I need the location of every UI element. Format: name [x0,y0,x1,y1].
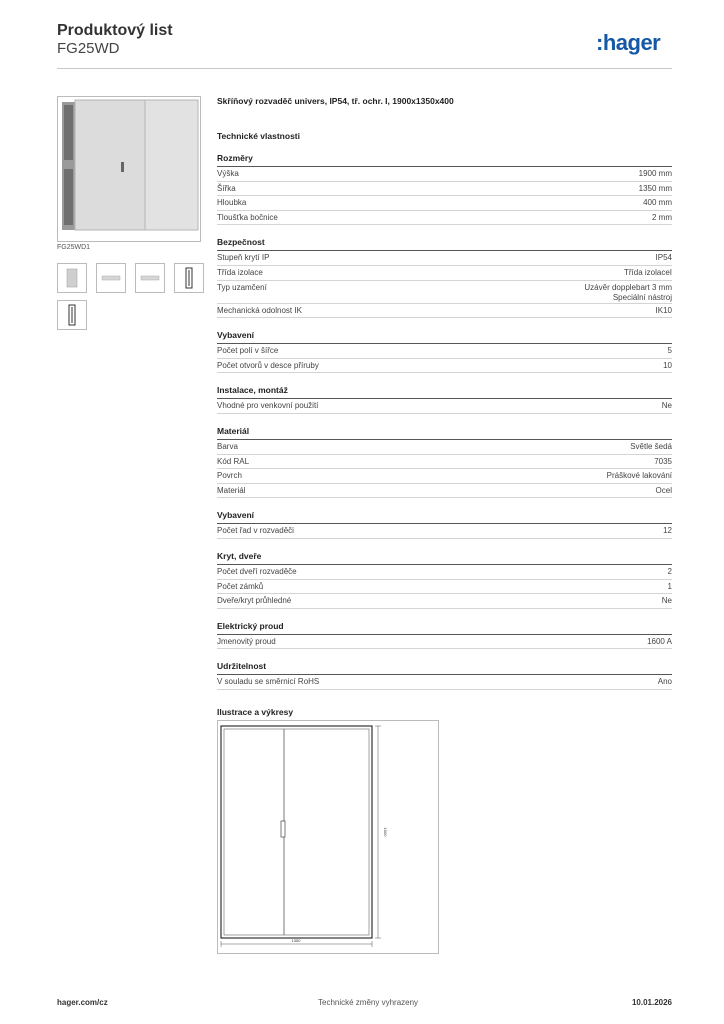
product-code: FG25WD [57,40,120,57]
section-title: Materiál [217,426,672,440]
spec-section [217,621,672,650]
spec-row [217,524,672,539]
spec-row [217,196,672,211]
spec-row [217,580,672,595]
spec-row [217,251,672,266]
spec-row [217,266,672,281]
spec-value: 1350 mm [638,183,672,193]
hager-logo: :hager [596,30,661,55]
spec-label: Povrch [217,471,242,481]
spec-section [217,551,672,609]
spec-value: Ne [661,596,672,606]
thumbnail-top[interactable] [96,263,126,293]
spec-row [217,182,672,197]
spec-section [217,661,672,690]
spec-label: Kód RAL [217,456,250,466]
spec-value: IK10 [655,305,672,315]
spec-value: Uzávěr dopplebart 3 mm Speciální nástroj [584,282,672,302]
page-title: Produktový list [57,22,173,39]
technical-drawing[interactable] [217,720,439,954]
spec-value: Práškové lakování [606,471,672,481]
section-title: Elektrický proud [217,621,672,635]
spec-label: Vhodné pro venkovní použití [217,401,319,411]
spec-value: 10 [663,360,672,370]
spec-row [217,469,672,484]
spec-label: Třída izolace [217,267,263,277]
spec-section [217,153,672,225]
section-title: Vybavení [217,510,672,524]
spec-section [217,426,672,498]
spec-section [217,330,672,373]
thumbnail-detail[interactable] [57,300,87,330]
footer-website[interactable]: hager.com/cz [57,998,108,1007]
spec-label: V souladu se směrnicí RoHS [217,677,320,687]
spec-row [217,675,672,690]
section-title: Bezpečnost [217,237,672,251]
spec-label: Tloušťka bočnice [217,212,278,222]
spec-row [217,344,672,359]
footer-note: Technické změny vyhrazeny [318,998,419,1007]
spec-content [217,92,672,717]
spec-label: Počet zámků [217,581,264,591]
image-caption: FG25WD1 [57,244,91,251]
section-title: Kryt, dveře [217,551,672,565]
spec-row [217,440,672,455]
spec-section [217,237,672,318]
thumbnail-side[interactable] [174,263,204,293]
spec-label: Stupeň krytí IP [217,253,270,263]
spec-row [217,594,672,609]
spec-label: Mechanická odolnost IK [217,305,302,315]
spec-value: 400 mm [643,198,672,208]
spec-label: Výška [217,169,239,178]
spec-section [217,510,672,539]
spec-value: Ne [661,401,672,411]
header-divider [57,68,672,69]
spec-row [217,565,672,580]
section-title: Udržitelnost [217,661,672,675]
product-title: Skříňový rozvaděč univers, IP54, tř. ochr. I, 1900x1350x400 [217,96,454,106]
section-title: Vybavení [217,330,672,344]
spec-row [217,399,672,414]
tech-heading: Technické vlastnosti [217,131,300,141]
spec-row [217,359,672,374]
spec-value: Světle šedá [630,441,672,451]
spec-label: Typ uzamčení [217,282,267,292]
section-title: Instalace, montáž [217,385,672,399]
spec-label: Dveře/kryt průhledné [217,596,292,606]
dim-width-label: 1350 [291,938,301,943]
spec-section [217,385,672,414]
product-image[interactable] [57,96,201,242]
spec-value: 12 [663,526,672,536]
illustration-heading: Ilustrace a výkresy [217,706,294,717]
spec-value: 2 [667,566,672,576]
spec-value: 1600 A [647,636,672,646]
spec-row [217,484,672,499]
spec-label: Počet otvorů v desce příruby [217,360,319,370]
thumbnail-bottom[interactable] [135,263,165,293]
spec-label: Jmenovitý proud [217,636,276,646]
spec-value: 1900 mm [638,169,672,178]
spec-row [217,281,672,304]
spec-row [217,455,672,470]
spec-row [217,167,672,182]
spec-label: Barva [217,441,238,451]
spec-label: Počet řad v rozvaděči [217,526,294,536]
section-title: Rozměry [217,153,672,167]
spec-value: Třída izolaceI [623,267,672,277]
spec-row [217,211,672,226]
spec-value: IP54 [655,253,672,263]
spec-value: Ocel [655,485,672,495]
spec-value: 1 [667,581,672,591]
spec-row [217,635,672,650]
spec-label: Materiál [217,485,246,495]
footer-date: 10.01.2026 [631,998,672,1007]
spec-label: Hloubka [217,198,247,208]
spec-label: Počet polí v šířce [217,346,279,356]
spec-row [217,304,672,319]
spec-value: 2 mm [652,212,672,222]
spec-value: 5 [667,346,672,356]
thumbnail-front[interactable] [57,263,87,293]
spec-value: Ano [657,677,672,687]
spec-value: 7035 [654,456,672,466]
dim-height-label: 1900 [383,827,388,837]
spec-label: Počet dveří rozvaděče [217,566,297,576]
spec-sections [217,153,672,690]
spec-label: Šířka [217,183,236,193]
